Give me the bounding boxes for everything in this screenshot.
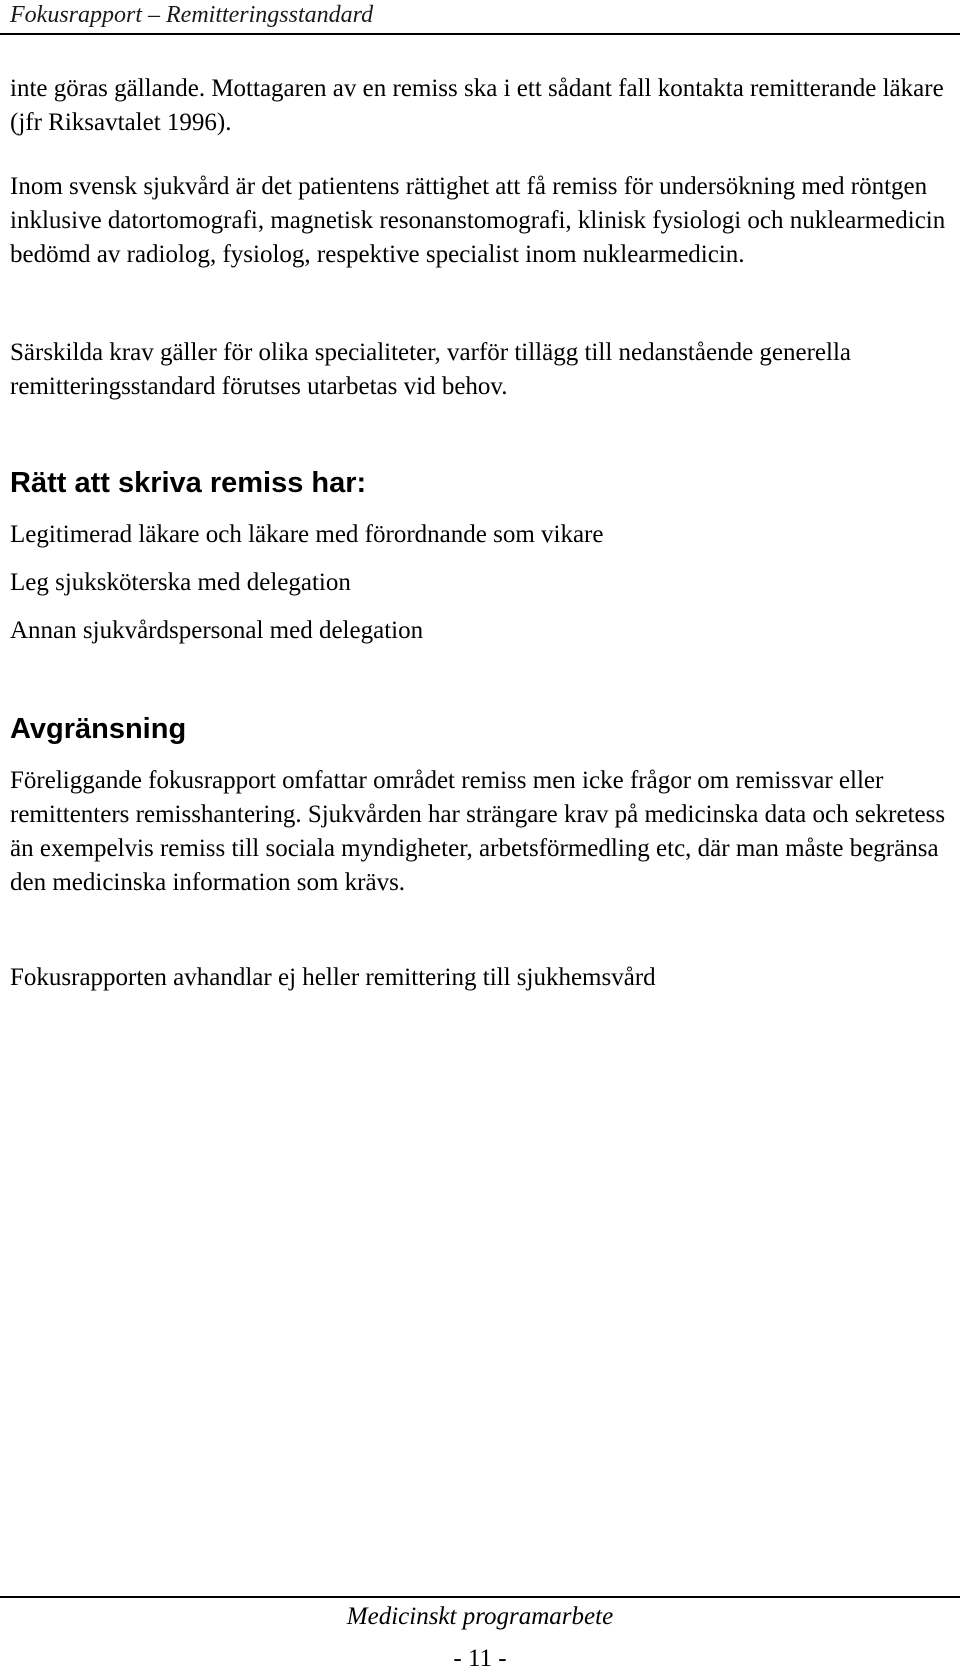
list-item: Leg sjuksköterska med delegation xyxy=(10,569,351,596)
paragraph-patient-rights: Inom svensk sjukvård är det patientens rättighet att få remiss för undersökning med röntgen inklusive datortomografi, magnetisk resonanstomografi, klinisk fysiologi och nuklearmedicin bedömd av radiolog, fysiolog, respektive specialist inom nuklearmedicin. xyxy=(10,173,946,268)
paragraph-continuation: inte göras gällande. Mottagaren av en remiss ska i ett sådant fall kontakta remitterande läkare (jfr Riksavtalet 1996). xyxy=(10,75,944,136)
heading-referral-rights: Rätt att skriva remiss har: xyxy=(10,467,367,499)
heading-scope: Avgränsning xyxy=(10,713,187,745)
paragraph-special-requirements: Särskilda krav gäller för olika specialiteter, varför tillägg till nedanstående generella remitteringsstandard förutses utarbetas vid behov. xyxy=(10,339,852,400)
list-item: Legitimerad läkare och läkare med förordnande som vikare xyxy=(10,521,604,548)
paragraph-scope: Föreliggande fokusrapport omfattar området remiss men icke frågor om remissvar eller remittenters remisshantering. Sjukvården har strängare krav på medicinska data och sekretess än exempelvis remiss till sociala myndigheter, arbetsförmedling etc, där man måste begränsa den medicinska information som krävs. xyxy=(10,767,946,896)
paragraph-closing: Fokusrapporten avhandlar ej heller remittering till sjukhemsvård xyxy=(10,964,656,991)
page-number: - 11 - xyxy=(453,1645,507,1672)
running-header: Fokusrapport – Remitteringsstandard xyxy=(10,2,374,28)
footer-title: Medicinskt programarbete xyxy=(346,1603,614,1630)
footer-divider xyxy=(0,1596,960,1598)
list-item: Annan sjukvårdspersonal med delegation xyxy=(10,617,424,644)
header-divider xyxy=(0,33,960,35)
